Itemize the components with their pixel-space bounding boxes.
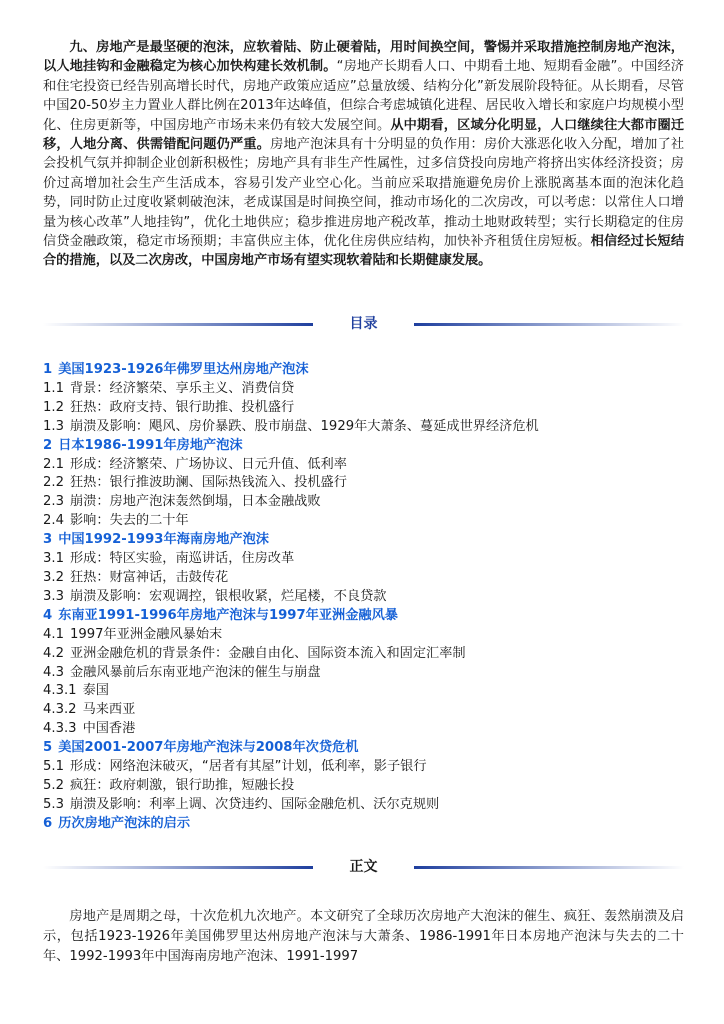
toc-entry-text: 崩溃：房地产泡沫轰然倒塌，日本金融战败 [69,494,321,510]
toc-entry-number: 4.3 [43,664,64,680]
toc-entry[interactable] [43,777,684,796]
toc-entry[interactable] [43,456,684,475]
toc-entry-number: 1.2 [43,399,64,415]
table-of-contents [43,361,684,834]
toc-entry[interactable] [43,588,684,607]
intro-bold-end: 相信经过长短结合的措施，以及二次房改，中国房地产市场有望实现软着陆和长期健康发展。 [43,234,685,269]
toc-entry-number: 5.1 [43,759,64,775]
toc-entry-number: 2.2 [43,475,64,491]
toc-entry-number: 1.3 [43,418,64,434]
intro-bold-mid: 从中期看，区域分化明显，人口继续往大都市圈迁移，人地分离、供需错配问题仍严重。 [43,117,685,153]
toc-entry[interactable] [43,418,684,437]
toc-entry[interactable] [43,664,684,683]
toc-entry-text: 马来西亚 [82,702,136,718]
toc-entry-text: 美国1923-1926年佛罗里达州房地产泡沫 [58,362,309,377]
toc-entry-text: 形成：特区实验，南巡讲话，住房改革 [69,551,295,567]
toc-entry-text: 狂热：银行推波助澜、国际热钱流入、投机盛行 [69,475,347,491]
toc-entry[interactable] [43,569,684,588]
toc-entry[interactable] [43,361,684,380]
toc-entry[interactable] [43,720,684,739]
toc-entry-text: 亚洲金融危机的背景条件：金融自由化、国际资本流入和固定汇率制 [69,645,466,661]
toc-entry-text: 崩溃及影响：利率上调、次贷违约、国际金融危机、沃尔克规则 [69,796,440,812]
toc-entry[interactable] [43,682,684,701]
toc-entry[interactable] [43,626,684,645]
toc-entry-number: 6 [43,815,53,831]
toc-entry[interactable] [43,437,684,456]
toc-entry-number: 2.3 [43,494,64,510]
body-paragraph: 房地产是周期之母，十次危机九次地产。本文研究了全球历次房地产大泡沫的催生、疯狂、轰然崩溃及启示，包括1923-1926年美国佛罗里达州房地产泡沫与大萧条、1986-1991年日本房地产泡沫与失去的二十年、1992-1993年中国海南房地产泡沫、1991-1997 [43,909,684,964]
toc-entry-number: 4.3.1 [43,683,77,699]
toc-entry-text: 1997年亚洲金融风暴始末 [69,626,223,642]
toc-entry-number: 3.1 [43,551,64,567]
toc-entry-number: 4.3.2 [43,702,77,718]
toc-entry[interactable] [43,399,684,418]
toc-entry-text: 泰国 [82,683,109,699]
toc-entry-text: 形成：经济繁荣、广场协议、日元升值、低利率 [69,456,347,472]
main-heading [43,856,684,880]
intro-bold-lead: 九、房地产是最坚硬的泡沫，应软着陆、防止硬着陆，用时间换空间，警惕并采取措施控制房地产泡沫，以人地挂钩和金融稳定为核心加快构建长效机制。 [43,40,684,75]
toc-entry-text: 疯狂：政府刺激，银行助推，短融长投 [69,777,295,793]
toc-entry-number: 5.3 [43,796,64,812]
toc-entry-text: 狂热：政府支持、银行助推、投机盛行 [69,399,295,415]
toc-entry-text: 日本1986-1991年房地产泡沫 [58,437,243,453]
toc-entry-number: 2.1 [43,456,64,472]
toc-entry-text: 东南亚1991-1996年房地产泡沫与1997年亚洲金融风暴 [58,607,398,623]
toc-entry-text: 美国2001-2007年房地产泡沫与2008年次贷危机 [58,740,359,756]
toc-entry-text: 形成：网络泡沫破灭，“居者有其屋”计划，低利率，影子银行 [69,759,427,775]
toc-entry[interactable] [43,512,684,531]
toc-entry-text: 中国1992-1993年海南房地产泡沫 [58,532,269,548]
toc-entry[interactable] [43,380,684,399]
toc-entry-number: 1 [43,362,53,377]
main-title: 正文 [342,859,386,875]
toc-entry-number: 3.3 [43,588,64,604]
toc-entry-text: 崩溃及影响：飓风、房价暴跌、股市崩盘、1929年大萧条、蔓延成世界经济危机 [69,418,539,434]
toc-entry[interactable] [43,474,684,493]
toc-entry[interactable] [43,758,684,777]
toc-entry-number: 1.1 [43,380,64,396]
toc-entry[interactable] [43,645,684,664]
toc-entry-text: 历次房地产泡沫的启示 [58,815,191,831]
toc-entry[interactable] [43,550,684,569]
toc-entry-text: 中国香港 [82,721,136,737]
toc-entry[interactable] [43,493,684,512]
toc-entry-number: 4.3.3 [43,721,77,737]
toc-entry-number: 4 [43,607,53,623]
toc-heading [43,313,684,337]
toc-entry-number: 4.1 [43,626,64,642]
toc-entry-text: 狂热：财富神话，击鼓传花 [69,569,229,585]
toc-entry-number: 2.4 [43,513,64,529]
intro-text-1: “房地产长期看人口、中期看土地、短期看金融”。中国经济和住宅投资已经告别高增长时代，房地产政策应适应”总量放缓、结构分化”新发展阶段特征。从长期看，尽管中国20-50岁主力置业人群比例在2013年达峰值，但综合考虑城镇化进程、居民收入增长和家庭户均规模小型化、住房更新等，中国房地产市场未来仍有较大发展空间。 [43,59,684,133]
toc-entry-number: 3.2 [43,569,64,585]
toc-entry-number: 3 [43,532,53,548]
toc-entry-text: 影响：失去的二十年 [69,513,189,529]
intro-paragraph [43,38,684,271]
toc-entry[interactable] [43,701,684,720]
toc-entry-text: 崩溃及影响：宏观调控，银根收紧，烂尾楼，不良贷款 [69,588,387,604]
toc-entry-text: 金融风暴前后东南亚地产泡沫的催生与崩盘 [69,664,321,680]
intro-text-2: 房地产泡沫具有十分明显的负作用：房价大涨恶化收入分配，增加了社会投机气氛并抑制企业创新积极性；房地产具有非生产性属性，过多信贷投向房地产将挤出实体经济投资；房价过高增加社会生产生活成本，容易引发产业空心化。当前应采取措施避免房价上涨脱离基本面的泡沫化趋势，同时防止过度收紧刺破泡沫，老成谋国是时间换空间，推动市场化的二次房改，可以考虑：以常住人口增量为核心改革”人地挂钩”，优化土地供应；稳步推进房地产税改革，推动土地财政转型；实行长期稳定的住房信贷金融政策，稳定市场预期；丰富供应主体，优化住房供应结构，加快补齐租赁住房短板。 [43,137,685,250]
toc-entry-number: 5.2 [43,777,64,793]
toc-entry[interactable] [43,531,684,550]
toc-entry-text: 背景：经济繁荣、享乐主义、消费信贷 [69,380,295,396]
toc-entry-number: 4.2 [43,645,64,661]
toc-entry-number: 5 [43,740,53,756]
toc-entry[interactable] [43,796,684,815]
toc-entry[interactable] [43,607,684,626]
toc-entry[interactable] [43,815,684,834]
toc-entry-number: 2 [43,437,53,453]
toc-title: 目录 [342,316,386,332]
toc-entry[interactable] [43,739,684,758]
